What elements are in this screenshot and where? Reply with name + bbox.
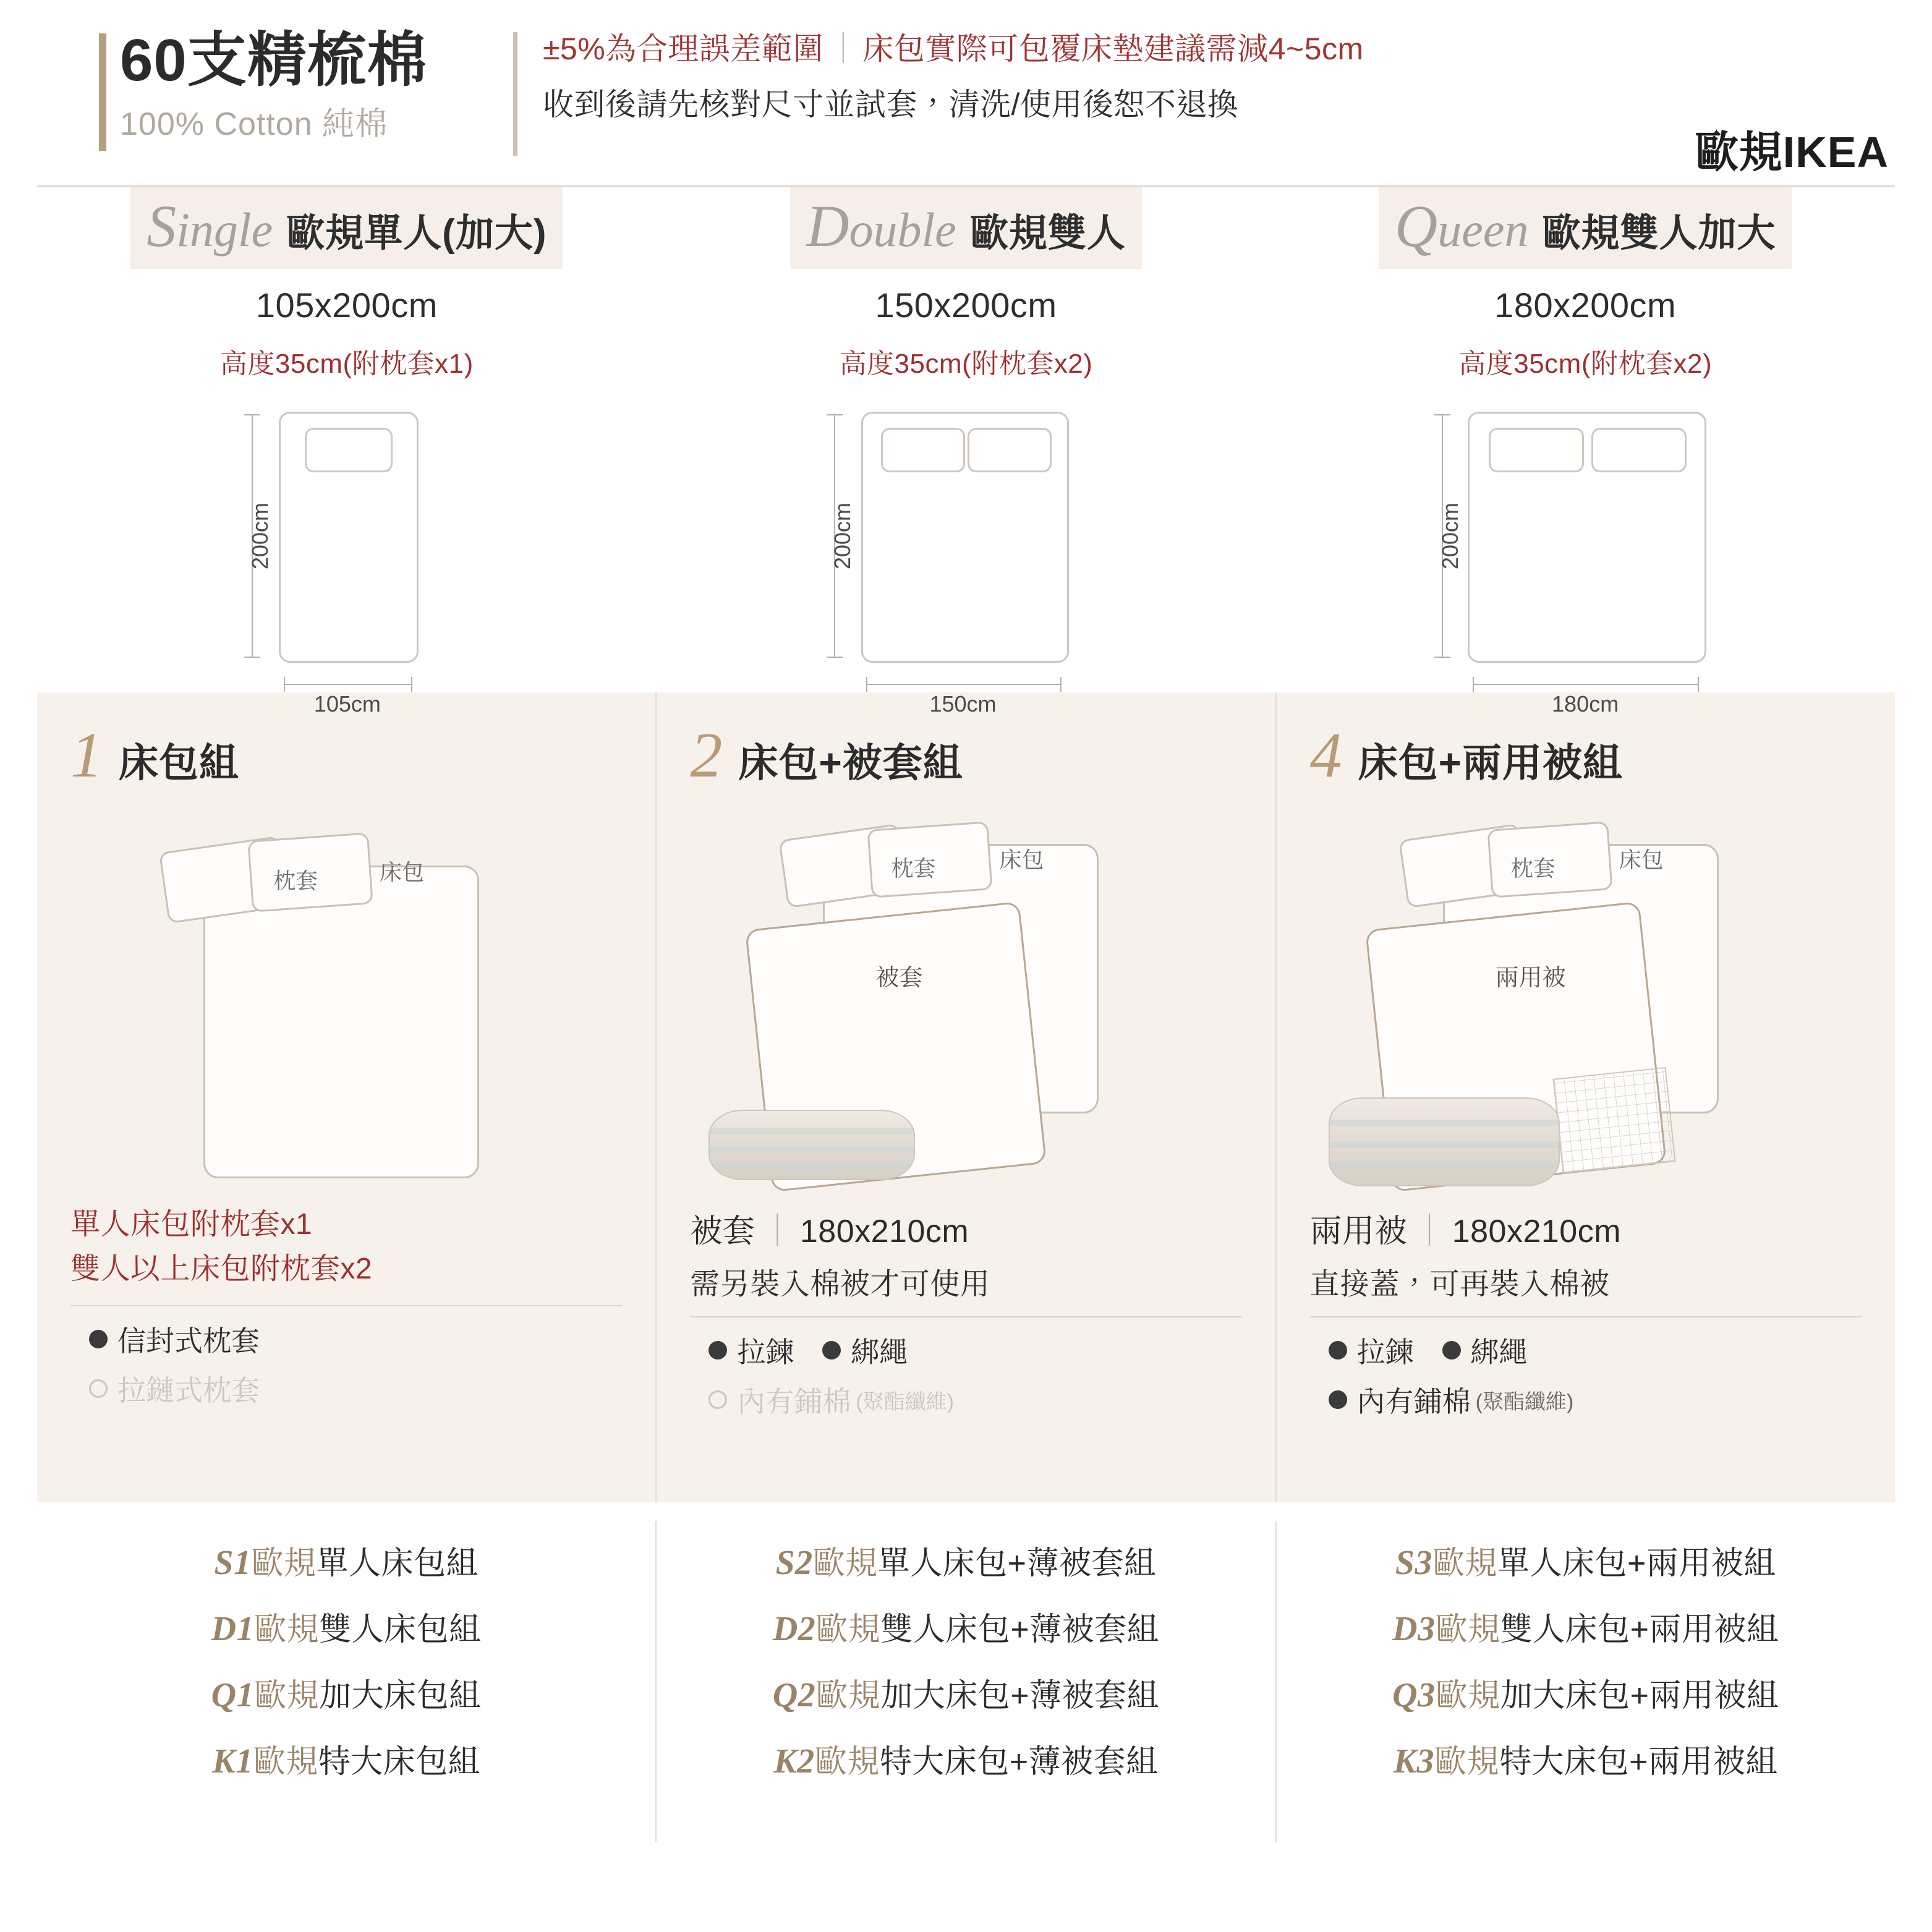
pillow-icon <box>968 428 1052 472</box>
code-prefix: 歐規 <box>254 1612 320 1648</box>
pillow-icon <box>305 428 393 472</box>
code-item <box>211 1603 482 1649</box>
set-illustration-2 <box>690 807 1241 1202</box>
set-4-spec <box>1310 1205 1862 1251</box>
size-column-single <box>37 185 657 717</box>
width-cap-left <box>284 677 285 692</box>
code-desc: 單人床包+兩用被組 <box>1497 1546 1776 1581</box>
size-dimension-queen: 180x200cm <box>1494 286 1677 325</box>
code-prefix: 歐規 <box>253 1744 318 1780</box>
bed-diagram-queen <box>1412 406 1758 717</box>
set-2-spec-name: 被套 <box>690 1214 755 1249</box>
width-cap-left <box>866 677 867 692</box>
page-title: 60支精梳棉 <box>120 27 427 93</box>
length-cap-bottom <box>827 657 843 658</box>
notice-separator: ｜ <box>827 32 859 66</box>
width-dimension-line <box>1473 684 1698 685</box>
width-cap-right <box>1698 677 1699 692</box>
set-1-divider <box>70 1305 622 1306</box>
sheet-label: 床包 <box>1619 847 1664 872</box>
size-height-single: 高度35cm(附枕套x1) <box>219 349 474 379</box>
size-cn-double: 歐規雙人 <box>969 212 1126 255</box>
length-cap-top <box>244 414 260 415</box>
folded-quilt-photo <box>709 1110 915 1180</box>
feature-item <box>1329 1379 1862 1420</box>
code-item <box>211 1669 482 1716</box>
set-4-spec-name: 兩用被 <box>1309 1214 1408 1249</box>
code-item <box>1394 1735 1778 1782</box>
set-2-divider <box>690 1316 1241 1317</box>
quilt-padding-texture <box>1552 1067 1675 1173</box>
feature-label: 內有鋪棉 <box>737 1385 851 1418</box>
quilt-cover-label: 兩用被 <box>1495 965 1566 991</box>
code-column-1 <box>37 1521 655 1842</box>
width-dimension-line <box>866 684 1060 685</box>
code-prefix: 歐規 <box>815 1612 881 1648</box>
notice-accent-bar <box>513 32 517 156</box>
feature-item <box>89 1368 260 1409</box>
set-column-2 <box>655 692 1275 1502</box>
code-column-3 <box>1275 1521 1895 1842</box>
code-id: S1 <box>214 1544 252 1582</box>
set-title-4: 床包+兩用被組 <box>1358 741 1623 785</box>
width-label: 150cm <box>929 691 997 717</box>
brand-label: 歐規IKEA <box>1695 128 1889 176</box>
code-prefix: 歐規 <box>1435 1612 1500 1648</box>
set-number-4: 4 <box>1309 720 1342 791</box>
code-prefix: 歐規 <box>815 1678 881 1714</box>
size-cn-single: 歐規單人(加大) <box>286 212 547 255</box>
feature-item <box>709 1379 1241 1420</box>
code-id: K1 <box>212 1742 253 1781</box>
code-desc: 加大床包+薄被套組 <box>880 1678 1160 1714</box>
set-types-panel <box>37 692 1895 1502</box>
set-column-4 <box>1275 692 1895 1502</box>
set-illustration-4 <box>1310 807 1862 1202</box>
set-4-note: 直接蓋，可再裝入棉被 <box>1309 1268 1610 1301</box>
code-desc: 雙人床包組 <box>319 1612 482 1648</box>
width-cap-left <box>1473 677 1474 692</box>
code-id: Q1 <box>211 1676 255 1714</box>
set-number-2: 2 <box>690 720 723 791</box>
length-label: 200cm <box>247 502 273 570</box>
size-column-queen <box>1275 185 1895 717</box>
pillowcase-label: 枕套 <box>891 856 936 881</box>
code-id: Q3 <box>1392 1676 1436 1714</box>
code-desc: 單人床包組 <box>316 1546 479 1581</box>
code-desc: 單人床包+薄被套組 <box>877 1546 1157 1581</box>
length-cap-bottom <box>1434 657 1450 658</box>
bullet-dot-hollow-icon <box>709 1390 727 1409</box>
code-item <box>1392 1603 1779 1649</box>
set-4-features <box>1310 1330 1862 1420</box>
set-4-divider <box>1310 1316 1862 1317</box>
size-row <box>0 161 1932 717</box>
set-title-1: 床包組 <box>119 741 239 785</box>
code-id: K2 <box>773 1742 815 1781</box>
code-item <box>212 1735 480 1782</box>
code-column-2 <box>655 1521 1275 1842</box>
size-dimension-single: 105x200cm <box>255 286 438 325</box>
code-desc: 特大床包+薄被套組 <box>879 1744 1159 1780</box>
size-dimension-double: 150x200cm <box>875 286 1057 325</box>
code-desc: 加大床包組 <box>319 1678 482 1714</box>
pillowcase-label: 枕套 <box>273 868 318 893</box>
bullet-dot-icon <box>1329 1390 1347 1409</box>
set-title-2: 床包+被套組 <box>738 741 963 785</box>
code-item <box>773 1735 1158 1782</box>
set-number-1: 1 <box>70 720 103 791</box>
bed-diagram-double <box>793 406 1139 717</box>
size-column-double <box>657 185 1276 717</box>
set-header-1 <box>70 720 622 791</box>
bullet-dot-icon <box>89 1330 108 1348</box>
notice-line-2: 收到後請先核對尺寸並試套，清洗/使用後恕不退換 <box>543 87 1239 122</box>
code-id: D2 <box>772 1610 816 1648</box>
code-prefix: 歐規 <box>1432 1546 1497 1581</box>
feature-note: (聚酯纖維) <box>1475 1390 1574 1414</box>
code-id: D3 <box>1392 1610 1436 1648</box>
set-2-note: 需另裝入棉被才可使用 <box>690 1268 990 1301</box>
code-prefix: 歐規 <box>1434 1744 1500 1780</box>
feature-item <box>1442 1330 1528 1371</box>
width-label: 180cm <box>1552 691 1619 717</box>
pillow-icon <box>1489 428 1584 472</box>
feature-label: 綁繩 <box>851 1336 908 1368</box>
bed-diagram-single <box>174 406 520 717</box>
title-accent-bar <box>99 33 106 151</box>
set-2-features <box>690 1330 1241 1420</box>
set-2-spec <box>690 1205 1241 1251</box>
sheet-label: 床包 <box>999 847 1044 872</box>
code-item <box>773 1669 1159 1716</box>
title-block <box>99 28 495 144</box>
set-2-spec-divider: ｜ <box>761 1214 794 1249</box>
code-item <box>773 1603 1159 1649</box>
code-id: D1 <box>211 1610 255 1648</box>
feature-label: 拉鍊 <box>737 1336 794 1368</box>
size-name-queen <box>1379 185 1792 269</box>
feature-item <box>1329 1330 1414 1371</box>
bullet-dot-icon <box>1329 1341 1347 1360</box>
code-item <box>1395 1537 1776 1583</box>
notice-block <box>513 28 1895 126</box>
code-prefix: 歐規 <box>254 1678 320 1714</box>
size-height-double: 高度35cm(附枕套x2) <box>839 349 1093 379</box>
code-id: K3 <box>1393 1742 1435 1781</box>
code-desc: 雙人床包+兩用被組 <box>1500 1612 1779 1648</box>
pillow-icon <box>1591 428 1687 472</box>
sheet-label: 床包 <box>380 859 425 885</box>
feature-label: 拉鍊 <box>1356 1336 1414 1368</box>
feature-label: 綁繩 <box>1470 1336 1528 1368</box>
code-prefix: 歐規 <box>812 1546 878 1581</box>
set-illustration-1 <box>70 807 622 1202</box>
size-en-single: Single <box>147 193 273 259</box>
width-cap-right <box>411 677 412 692</box>
code-desc: 特大床包組 <box>318 1744 481 1780</box>
feature-label: 拉鏈式枕套 <box>117 1374 260 1406</box>
set-column-1 <box>37 692 655 1502</box>
set-1-note-line-1: 單人床包附枕套x1 <box>70 1208 313 1241</box>
size-cn-queen: 歐規雙人加大 <box>1542 212 1776 255</box>
feature-item <box>709 1330 794 1371</box>
feature-item <box>822 1330 908 1371</box>
code-item <box>775 1537 1156 1583</box>
size-en-queen: Queen <box>1394 193 1529 259</box>
page-subtitle: 100% Cotton 純棉 <box>120 106 388 142</box>
code-desc: 加大床包+兩用被組 <box>1500 1678 1779 1714</box>
notice-coverage: 床包實際可包覆床墊建議需減4~5cm <box>862 32 1364 66</box>
bullet-dot-icon <box>1442 1341 1461 1360</box>
set-4-spec-size: 180x210cm <box>1452 1214 1622 1249</box>
size-en-double: Double <box>806 193 956 259</box>
code-prefix: 歐規 <box>814 1744 880 1780</box>
bullet-dot-hollow-icon <box>89 1379 108 1398</box>
size-name-double <box>790 185 1142 269</box>
folded-quilt-photo <box>1329 1097 1560 1186</box>
code-desc: 特大床包+兩用被組 <box>1499 1744 1778 1780</box>
code-id: S3 <box>1395 1544 1432 1582</box>
length-label: 200cm <box>1437 502 1463 570</box>
feature-note: (聚酯纖維) <box>856 1390 954 1414</box>
pillowcase-label: 枕套 <box>1510 856 1555 881</box>
set-2-spec-size: 180x210cm <box>799 1214 969 1249</box>
size-name-single <box>130 185 563 269</box>
code-item <box>1392 1669 1779 1716</box>
pillow-icon <box>881 428 965 472</box>
width-cap-right <box>1060 677 1062 692</box>
length-cap-bottom <box>244 657 260 658</box>
notice-line-1 <box>543 28 1895 70</box>
header-divider <box>37 185 1895 187</box>
header <box>0 0 1932 176</box>
size-height-queen: 高度35cm(附枕套x2) <box>1458 349 1713 379</box>
product-code-lists <box>37 1521 1895 1842</box>
set-header-4 <box>1309 720 1862 791</box>
code-prefix: 歐規 <box>1435 1678 1500 1714</box>
set-1-note-line-2: 雙人以上床包附枕套x2 <box>70 1253 373 1285</box>
duvet-cover-label: 被套 <box>875 965 923 991</box>
code-item <box>214 1537 479 1583</box>
bullet-dot-icon <box>822 1341 841 1360</box>
set-header-2 <box>690 720 1241 791</box>
width-dimension-line <box>284 684 411 685</box>
set-1-features <box>70 1319 622 1409</box>
code-id: S2 <box>775 1544 813 1582</box>
feature-item <box>89 1319 260 1360</box>
code-desc: 雙人床包+薄被套組 <box>880 1612 1160 1648</box>
feature-label: 信封式枕套 <box>117 1325 260 1357</box>
feature-label: 內有鋪棉 <box>1356 1385 1471 1418</box>
length-cap-top <box>1434 414 1450 415</box>
code-id: Q2 <box>772 1676 816 1714</box>
length-cap-top <box>827 414 843 415</box>
bullet-dot-icon <box>709 1341 727 1360</box>
length-label: 200cm <box>829 502 855 570</box>
width-label: 105cm <box>313 691 381 717</box>
code-prefix: 歐規 <box>251 1546 317 1581</box>
set-4-spec-divider: ｜ <box>1413 1214 1446 1249</box>
notice-tolerance: ±5%為合理誤差範圍 <box>543 32 824 66</box>
